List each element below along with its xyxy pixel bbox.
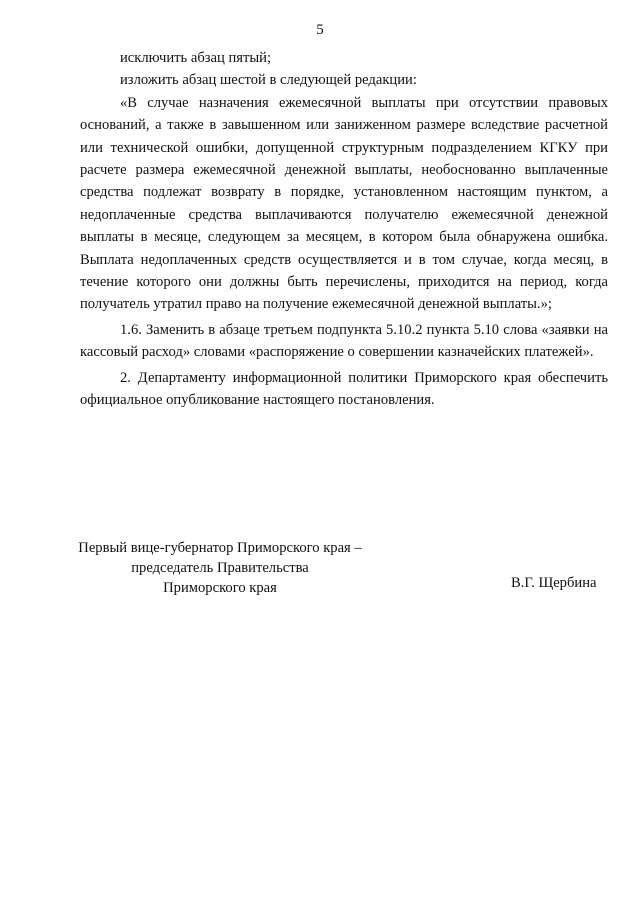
paragraph-2: 2. Департаменту информационной политики Приморского края обеспечить официальное опубликование настоящего постановления.	[80, 369, 608, 409]
signatory-title-line-2: председатель Правительства	[131, 560, 309, 576]
paragraph-exclude: исключить абзац пятый;	[120, 50, 272, 66]
signatory-title-line-3: Приморского края	[163, 580, 277, 596]
paragraph-quote: «В случае назначения ежемесячной выплаты при отсутствии правовых оснований, а также в завышенном или заниженном размере вследствие расчетной или технической ошибки, допущенной структурным подразделением КГКУ при расчете размера ежемесячной денежной выплаты, необоснованно выплаченные средства подлежат возврату в порядке, установленном настоящим пунктом, а недоплаченные средства выплачиваются получателю ежемесячной денежной выплаты в месяце, следующем за месяцем, в котором была обнаружена ошибка. Выплата недоплаченных средств осуществляется и в том случае, когда месяц, в течение которого они должны быть перечислены, приходится на период, когда получатель утратил право на получение ежемесячной денежной выплаты.»;	[80, 94, 608, 313]
paragraph-restate: изложить абзац шестой в следующей редакции:	[120, 72, 417, 89]
document-body	[80, 47, 608, 412]
signatory-title	[60, 538, 380, 598]
signatory-name: В.Г. Щербина	[511, 575, 597, 591]
signature-block	[60, 538, 620, 608]
signature-placeholder	[360, 548, 520, 603]
page-number: 5	[316, 22, 324, 38]
signatory-title-line-1: Первый вице-губернатор Приморского края –	[78, 540, 362, 556]
paragraph-1-6: 1.6. Заменить в абзаце третьем подпункта 5.10.2 пункта 5.10 слова «заявки на кассовый расход» словами «распоряжение о совершении казначейских платежей».	[80, 321, 608, 361]
